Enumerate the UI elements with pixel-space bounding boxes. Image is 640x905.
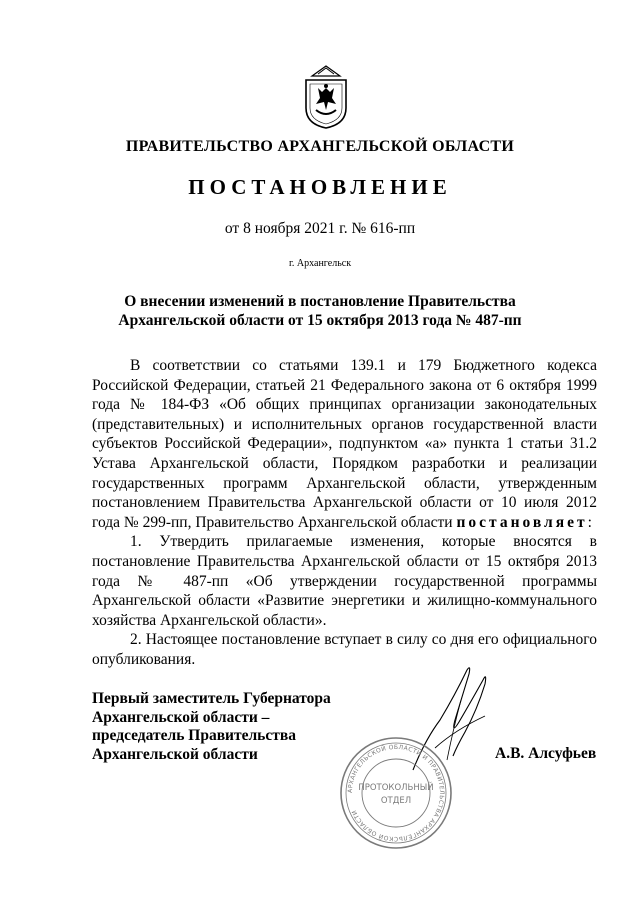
- preamble-paragraph: [92, 356, 597, 532]
- subject-line-2: Архангельской области от 15 октября 2013 года № 487-пп: [118, 312, 522, 329]
- item-2-paragraph: 2. Настоящее постановление вступает в силу со дня его официального опубликования.: [92, 631, 597, 668]
- stamp-inner-line-1: ПРОТОКОЛЬНЫЙ: [358, 783, 434, 793]
- signer-title-line: председатель Правительства: [92, 727, 296, 744]
- document-city: г. Архангельск: [288, 258, 352, 269]
- subject-line-1: О внесении изменений в постановление Правительства: [124, 293, 516, 310]
- signer-title-line: Первый заместитель Губернатора: [92, 690, 331, 707]
- official-stamp: [338, 735, 454, 851]
- stamp-ring-text: АРХАНГЕЛЬСКОЙ ОБЛАСТИ И ПРАВИТЕЛЬСТВА АРХАНГЕЛЬСКОЙ ОБЛАСТИ: [346, 743, 446, 843]
- signer-title: [92, 690, 331, 764]
- document-date-number: от 8 ноября 2021 г. № 616-пп: [224, 220, 416, 237]
- coat-of-arms-emblem: [302, 64, 350, 130]
- stamp-inner-line-2: ОТДЕЛ: [380, 796, 412, 806]
- document-subject: [0, 292, 640, 330]
- decree-colon: :: [587, 513, 592, 531]
- decree-word: постановляет: [456, 513, 588, 531]
- document-body: [92, 356, 597, 670]
- preamble-text: В соответствии со статьями 139.1 и 179 Бюджетного кодекса Российской Федерации, статьей 21 Федерального закона от 6 октября 1999 года № 184-ФЗ «Об общих принципах организации законодательных (представительных) и исполнительных органов государственной власти субъектов Российской Федерации», подпунктом «а» пункта 1 статьи 31.2 Устава Архангельской области, Порядком разработки и реализации государственных программ Архангельской области, утвержденным постановлением Правительства Архангельской области от 10 июля 2012 года № 299-пп, Правительство Архангельской области: [92, 357, 597, 531]
- organization-title: ПРАВИТЕЛЬСТВО АРХАНГЕЛЬСКОЙ ОБЛАСТИ: [125, 138, 515, 155]
- signer-title-line: Архангельской области –: [92, 708, 270, 726]
- signer-title-line: Архангельской области: [92, 745, 258, 763]
- document-type: ПОСТАНОВЛЕНИЕ: [188, 175, 452, 199]
- signer-name: А.В. Алсуфьев: [495, 745, 597, 762]
- item-1-paragraph: 1. Утвердить прилагаемые изменения, которые вносятся в постановление Правительства Архангельской области от 15 октября 2013 года № 487-пп «Об утверждении государственной программы Архангельской области «Развитие энергетики и жилищно-коммунального хозяйства Архангельской области».: [92, 533, 597, 629]
